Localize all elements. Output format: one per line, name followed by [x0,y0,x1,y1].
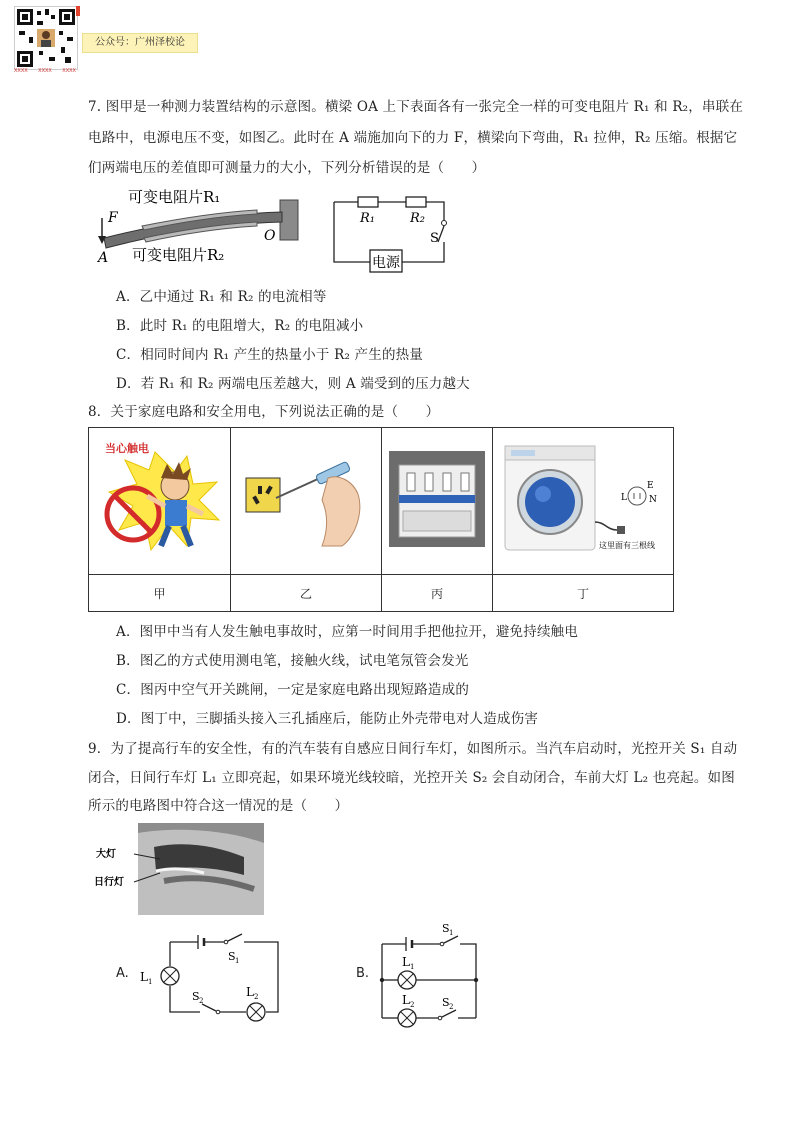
q9-a-L1: L [140,970,148,984]
q8-plug-N: N [649,495,657,505]
q8-cell-bing [382,428,493,575]
q8-caption-bing: 丙 [382,575,493,612]
q8-caption-yi: 乙 [231,575,382,612]
q9-b-S1-sub: 1 [449,929,454,937]
q9-line-3: 所示的电路图中符合这一情况的是（ ） [88,798,349,814]
q7-label-F: F [108,210,118,226]
qr-caption [14,68,76,74]
q7-circuit-power: 电源 [372,255,400,271]
q9-a-S2-sub: 2 [199,997,204,1005]
q8-warning-text: 当心触电 [104,442,149,455]
q9-b-S2-sub: 2 [449,1003,454,1011]
q9-option-a-label: A. [116,966,129,981]
q9-a-S1-sub: 1 [235,957,240,965]
air-switch-icon [389,451,485,547]
q7-label-top: 可变电阻片R₁ [128,188,221,206]
q7-option-c: C．相同时间内 R₁ 产生的热量小于 R₂ 产生的热量 [116,347,424,363]
q9-b-L1-sub: 1 [410,963,415,971]
q8-caption-ding: 丁 [493,575,674,612]
q9-a-L2-sub: 2 [254,993,259,1001]
qr-code [14,6,78,70]
q9-label-daylight: 日行灯 [94,877,124,888]
q8-plug-L: L [621,493,627,503]
q8-caption-jia: 甲 [89,575,231,612]
q7-beam-figure [92,186,312,268]
q7-option-b: B．此时 R₁ 的电阻增大，R₂ 的电阻减小 [116,318,364,334]
q8-image-table [88,427,674,612]
q7-circuit-R1: R₁ [360,211,375,226]
q7-circuit-S: S [430,231,439,246]
q7-circuit-R2: R₂ [410,211,425,226]
q9-a-L1-sub: 1 [148,978,153,986]
q9-circuit-b [376,920,486,1032]
qr-code-icon [15,7,77,69]
q7-line-2: 电路中，电源电压不变，如图乙。此时在 A 端施加向下的力 F，横梁向下弯曲，R₁ 拉伸，R₂ 压缩。根据它 [88,130,738,146]
q9-circuit-a [140,926,290,1028]
qr-caption-mid: XXXX [38,68,52,74]
q7-label-O: O [264,228,276,244]
electric-shock-icon [95,434,225,564]
test-pen-icon [236,434,376,564]
q9-b-L1: L [402,955,410,969]
q8-cell-ding [493,428,674,575]
q9-a-L2: L [246,985,254,999]
q7-label-A: A [98,250,109,266]
q9-b-S1: S [442,922,450,935]
q7-option-a: A．乙中通过 R₁ 和 R₂ 的电流相等 [116,289,327,305]
q9-b-L2: L [402,993,410,1007]
q8-option-b: B．图乙的方式使用测电笔，接触火线，试电笔氖管会发光 [116,653,469,669]
qr-caption-right: XXXX [62,68,76,74]
q8-option-a: A．图甲中当有人发生触电事故时，应第一时间用手把他拉开，避免持续触电 [116,624,579,640]
q9-option-b-label: B. [356,966,370,981]
q7-circuit-figure [330,190,455,278]
q7-label-bottom: 可变电阻片R₂ [132,246,225,264]
washing-machine-icon [495,434,671,564]
red-mark [76,6,80,16]
q8-stem: 8．关于家庭电路和安全用电，下列说法正确的是（ ） [88,404,440,420]
car-headlight-photo [94,823,264,915]
qr-caption-left: XXXX [14,68,28,74]
q8-plug-E: E [647,481,654,491]
q9-label-headlight: 大灯 [96,849,116,860]
q9-line-2: 闭合，日间行车灯 L₁ 立即亮起，如果环境光线较暗，光控开关 S₂ 会自动闭合，车前大灯 L₂ 也亮起。如图 [88,770,735,786]
q8-cell-jia [89,428,231,575]
q9-line-1: 9．为了提高行车的安全性，有的汽车装有自感应日间行车灯，如图所示。当汽车启动时，光控开关 S₁ 自动 [88,741,738,757]
wechat-badge: 公众号：广州泽校论 [82,33,198,53]
q9-b-S2: S [442,996,450,1009]
q8-option-c: C．图丙中空气开关跳闸，一定是家庭电路出现短路造成的 [116,682,470,698]
q8-cell-yi [231,428,382,575]
q9-a-S1: S [228,950,236,963]
q7-line-3: 们两端电压的差值即可测量力的大小，下列分析错误的是（ ） [88,160,486,176]
q8-ground-note: 这里面有三根线 [599,541,655,550]
q8-option-d: D．图丁中，三脚插头接入三孔插座后，能防止外壳带电对人造成伤害 [116,711,539,727]
q9-a-S2: S [192,990,200,1003]
q7-line-1: 7. 图甲是一种测力装置结构的示意图。横梁 OA 上下表面各有一张完全一样的可变电阻片 R₁ 和 R₂，串联在 [88,99,744,115]
q7-option-d: D．若 R₁ 和 R₂ 两端电压差越大，则 A 端受到的压力越大 [116,376,470,392]
q9-b-L2-sub: 2 [410,1001,415,1009]
